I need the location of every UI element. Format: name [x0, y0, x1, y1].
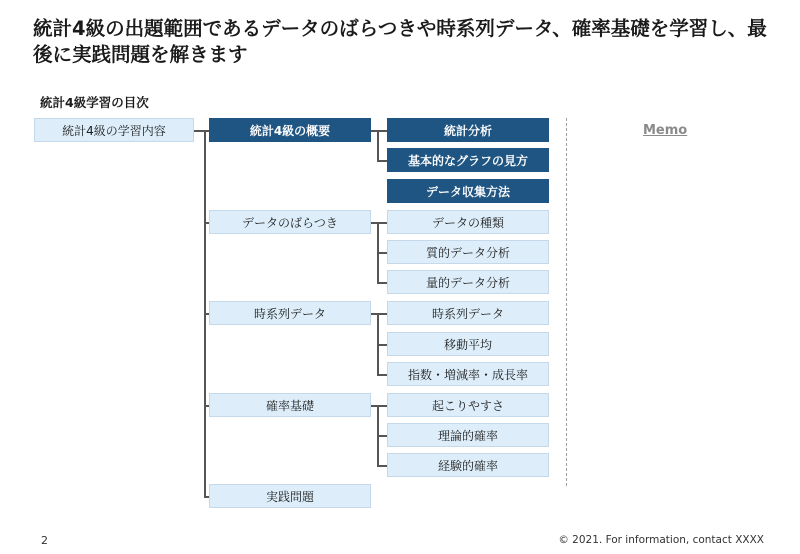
item-empirical-probability: 経験的確率: [387, 453, 549, 477]
memo-divider: [566, 118, 567, 486]
item-basic-graphs: 基本的なグラフの見方: [387, 148, 549, 172]
page-title: 統計4級の出題範囲であるデータのばらつきや時系列データ、確率基礎を学習し、最後に実践問題を解きます: [33, 17, 767, 66]
toc-root: 統計4級の学習内容: [34, 118, 194, 142]
section-data-dispersion: データのばらつき: [209, 210, 371, 234]
section-practice-problems: 実践問題: [209, 484, 371, 508]
item-theoretical-probability: 理論的確率: [387, 423, 549, 447]
copyright-footer: © 2021. For information, contact XXXX: [558, 534, 764, 546]
item-quantitative-analysis: 量的データ分析: [387, 270, 549, 294]
item-moving-average: 移動平均: [387, 332, 549, 356]
toc-heading: 統計4級学習の目次: [40, 95, 149, 110]
item-qualitative-analysis: 質的データ分析: [387, 240, 549, 264]
item-statistical-analysis: 統計分析: [387, 118, 549, 142]
section-probability-basics: 確率基礎: [209, 393, 371, 417]
item-likelihood: 起こりやすさ: [387, 393, 549, 417]
memo-label: Memo: [643, 123, 688, 138]
section-time-series: 時系列データ: [209, 301, 371, 325]
item-time-series-data: 時系列データ: [387, 301, 549, 325]
section-overview: 統計4級の概要: [209, 118, 371, 142]
page-number: 2: [41, 534, 48, 547]
item-data-collection: データ収集方法: [387, 179, 549, 203]
item-data-types: データの種類: [387, 210, 549, 234]
item-index-growth-rate: 指数・増減率・成長率: [387, 362, 549, 386]
